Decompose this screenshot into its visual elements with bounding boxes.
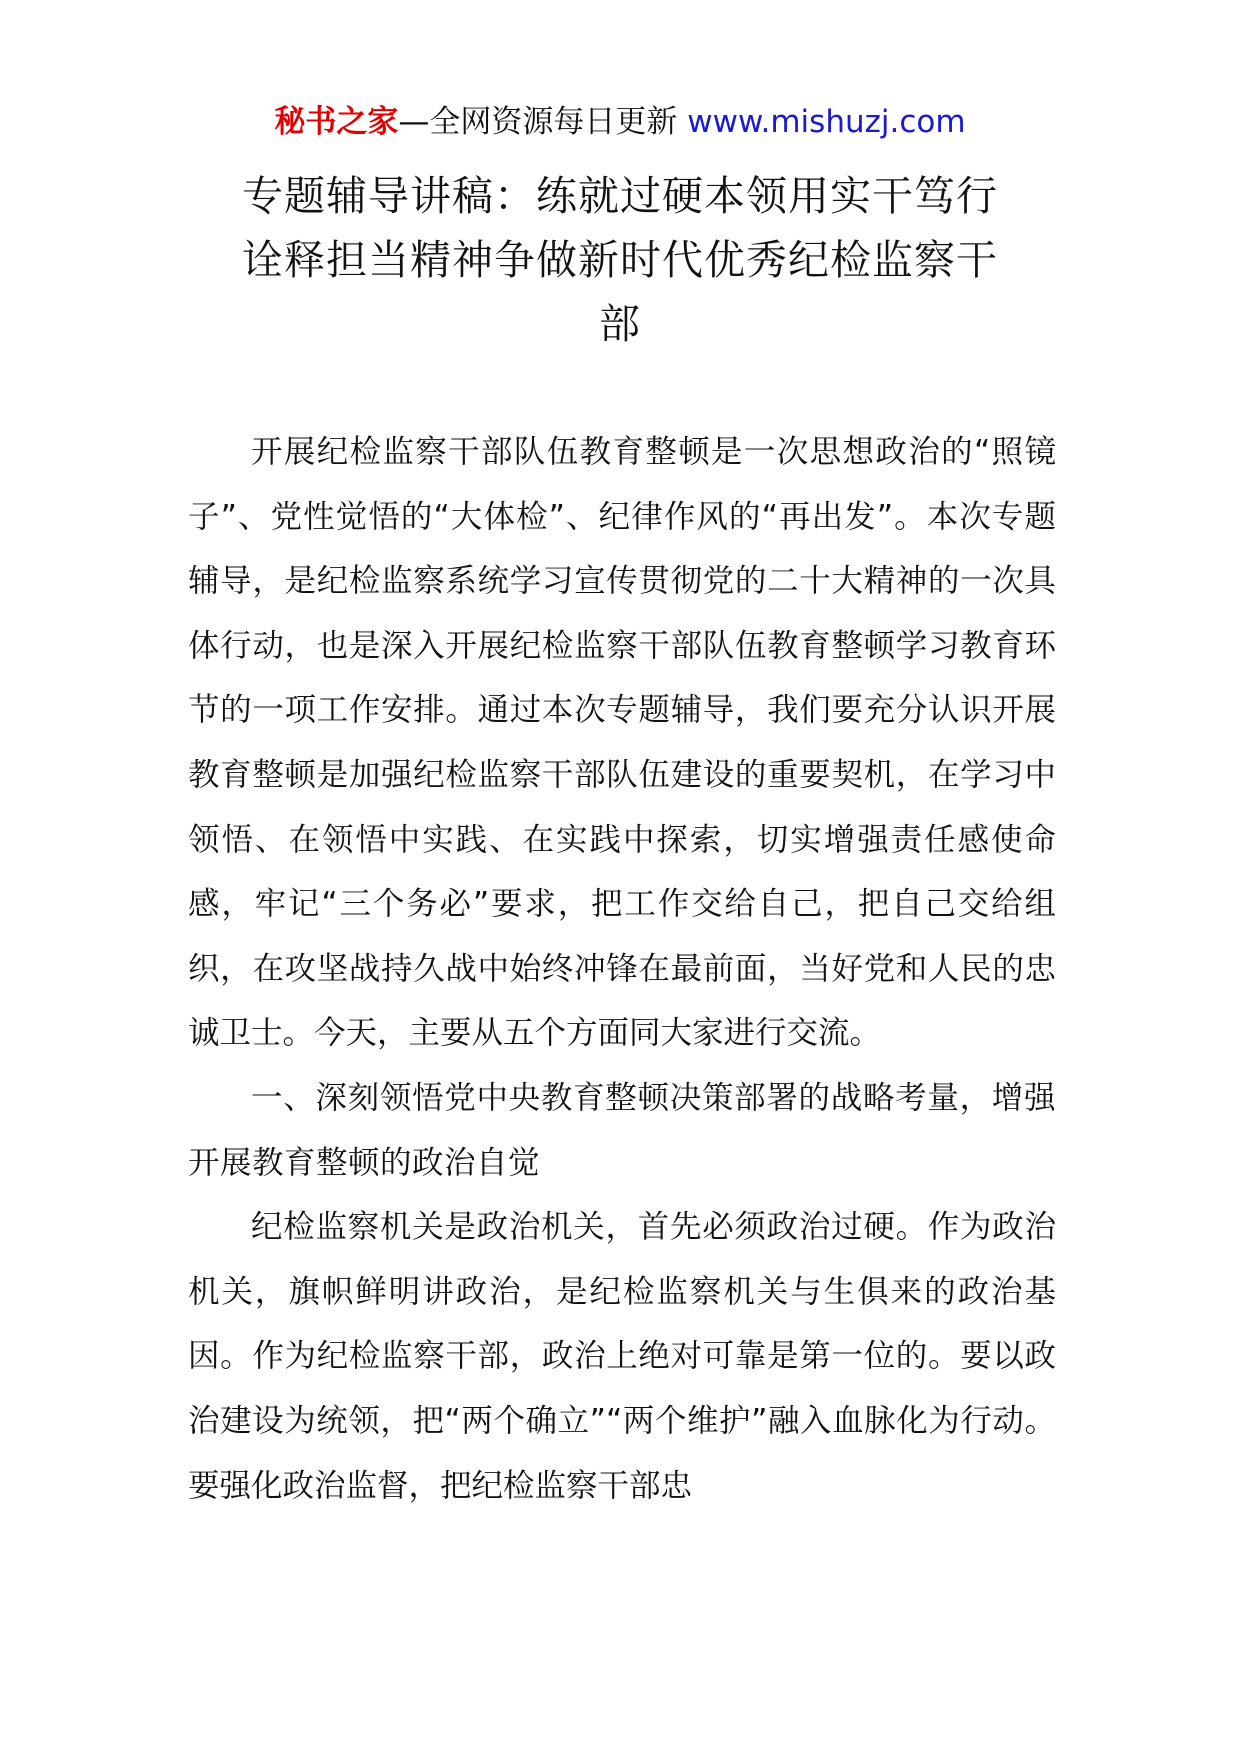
title-line-3: 部	[599, 300, 641, 348]
title-line-1: 专题辅导讲稿：练就过硬本领用实干笃行	[242, 172, 998, 220]
body-paragraph-2: 纪检监察机关是政治机关，首先必须政治过硬。作为政治机关，旗帜鲜明讲政治，是纪检监察机关与生俱来的政治基因。作为纪检监察干部，政治上绝对可靠是第一位的。要以政治建设为统领，把“两个确立”“两个维护”融入血脉化为行动。要强化政治监督，把纪检监察干部忠	[188, 1209, 1056, 1504]
site-header	[0, 100, 1240, 144]
title-line-2: 诠释担当精神争做新时代优秀纪检监察干	[242, 236, 998, 284]
brand-name: 秘书之家	[274, 104, 399, 140]
section-heading-1: 一、深刻领悟党中央教育整顿决策部署的战略考量，增强开展教育整顿的政治自觉	[188, 1079, 1056, 1181]
header-tagline: —全网资源每日更新	[398, 104, 688, 140]
site-url: www.mishuzj.com	[687, 104, 966, 140]
intro-paragraph: 开展纪检监察干部队伍教育整顿是一次思想政治的“照镜子”、党性觉悟的“大体检”、纪律作风的“再出发”。本次专题辅导，是纪检监察系统学习宣传贯彻党的二十大精神的一次具体行动，也是深入开展纪检监察干部队伍教育整顿学习教育环节的一项工作安排。通过本次专题辅导，我们要充分认识开展教育整顿是加强纪检监察干部队伍建设的重要契机，在学习中领悟、在领悟中实践、在实践中探索，切实增强责任感使命感，牢记“三个务必”要求，把工作交给自己，把自己交给组织，在攻坚战持久战中始终冲锋在最前面，当好党和人民的忠诚卫士。今天，主要从五个方面同大家进行交流。	[188, 434, 1056, 1052]
document-body	[188, 420, 1056, 1518]
document-title	[205, 164, 1035, 356]
